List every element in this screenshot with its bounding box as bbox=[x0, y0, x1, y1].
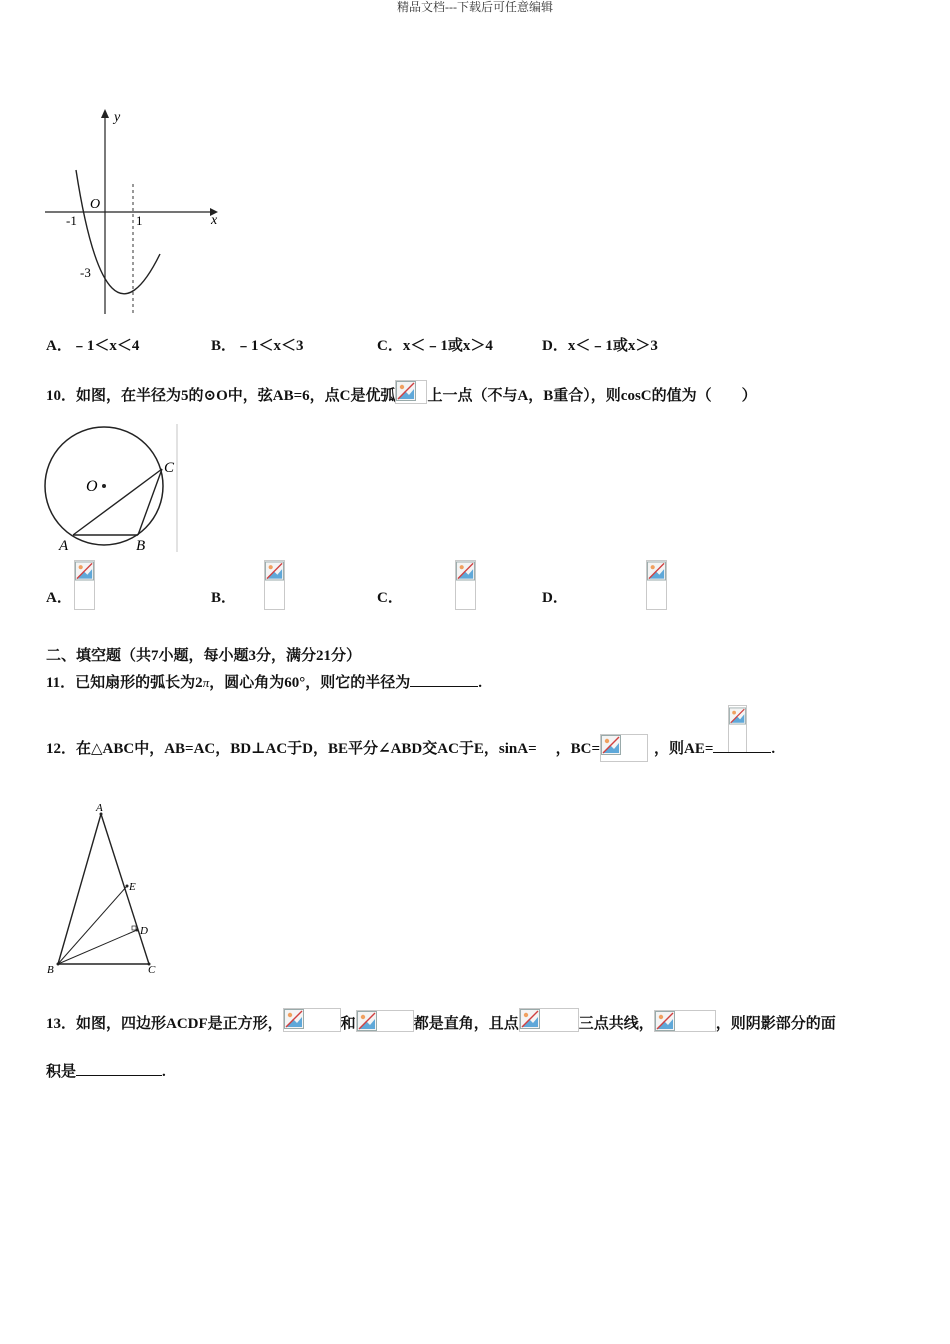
broken-image-icon bbox=[264, 560, 285, 610]
point-b-label: B bbox=[47, 964, 54, 976]
triangle-figure bbox=[42, 800, 167, 978]
page-header: 精品文档---下载后可任意编辑 bbox=[397, 0, 553, 14]
broken-image-icon bbox=[74, 560, 95, 610]
y-neg-label: -3 bbox=[80, 265, 91, 280]
section-heading: 二、填空题（共7小题，每小题3分，满分21分） bbox=[46, 648, 362, 664]
point-c-label: C bbox=[164, 460, 175, 476]
q10-option-c[interactable]: C． bbox=[377, 590, 403, 606]
broken-image-icon bbox=[283, 1008, 341, 1032]
broken-image-icon bbox=[646, 560, 667, 610]
q10-option-a[interactable]: A． bbox=[46, 590, 72, 606]
parabola-graph bbox=[40, 104, 230, 316]
q9-option-c[interactable]: C．x＜﹣1或x＞4 bbox=[377, 338, 493, 354]
q10-option-b[interactable]: B． bbox=[211, 590, 237, 606]
point-a-label: A bbox=[59, 538, 69, 552]
q10-option-d[interactable]: D． bbox=[542, 590, 568, 606]
q11-stem: 11．已知扇形的弧长为2π，圆心角为60°，则它的半径为 . bbox=[46, 671, 482, 693]
q12-stem: 12．在△ABC中，AB=AC，BD⊥AC于D，BE平分∠ABD交AC于E，sinA= ，BC= ，则AE= . bbox=[46, 731, 775, 759]
broken-image-icon bbox=[356, 1010, 414, 1032]
q13-stem-line2: 积是 . bbox=[46, 1060, 166, 1082]
circle-center-label: O bbox=[86, 478, 98, 495]
q9-option-d[interactable]: D．x＜﹣1或x＞3 bbox=[542, 338, 658, 354]
q9-option-b[interactable]: B．﹣1＜x＜3 bbox=[211, 338, 304, 354]
broken-image-icon bbox=[519, 1008, 579, 1032]
broken-image-icon bbox=[395, 380, 427, 404]
answer-blank[interactable] bbox=[410, 671, 478, 687]
x-axis-label: x bbox=[211, 213, 218, 228]
broken-image-icon bbox=[600, 734, 648, 762]
broken-image-icon bbox=[455, 560, 476, 610]
circle-figure bbox=[42, 424, 180, 552]
q10-stem: 10．如图，在半径为5的⊙O中，弦AB=6，点C是优弧 上一点（不与A，B重合），则cosC的值为（ ） bbox=[46, 382, 757, 406]
answer-blank[interactable] bbox=[713, 737, 771, 753]
q9-option-a[interactable]: A．﹣1＜x＜4 bbox=[46, 338, 140, 354]
origin-label: O bbox=[90, 197, 101, 212]
broken-image-icon bbox=[654, 1010, 716, 1032]
point-d-label: D bbox=[140, 925, 148, 937]
answer-blank[interactable] bbox=[76, 1060, 162, 1076]
x-neg-label: -1 bbox=[66, 213, 77, 228]
point-e-label: E bbox=[129, 881, 136, 893]
q13-stem: 13．如图，四边形ACDF是正方形， 和 都是直角，且点 三点共线， ，则阴影部分的面 bbox=[46, 1010, 836, 1034]
point-c-label: C bbox=[148, 964, 156, 976]
x-pos-label: 1 bbox=[136, 213, 143, 228]
y-axis-label: y bbox=[114, 110, 121, 125]
point-a-label: A bbox=[96, 802, 103, 814]
point-b-label: B bbox=[136, 538, 146, 552]
